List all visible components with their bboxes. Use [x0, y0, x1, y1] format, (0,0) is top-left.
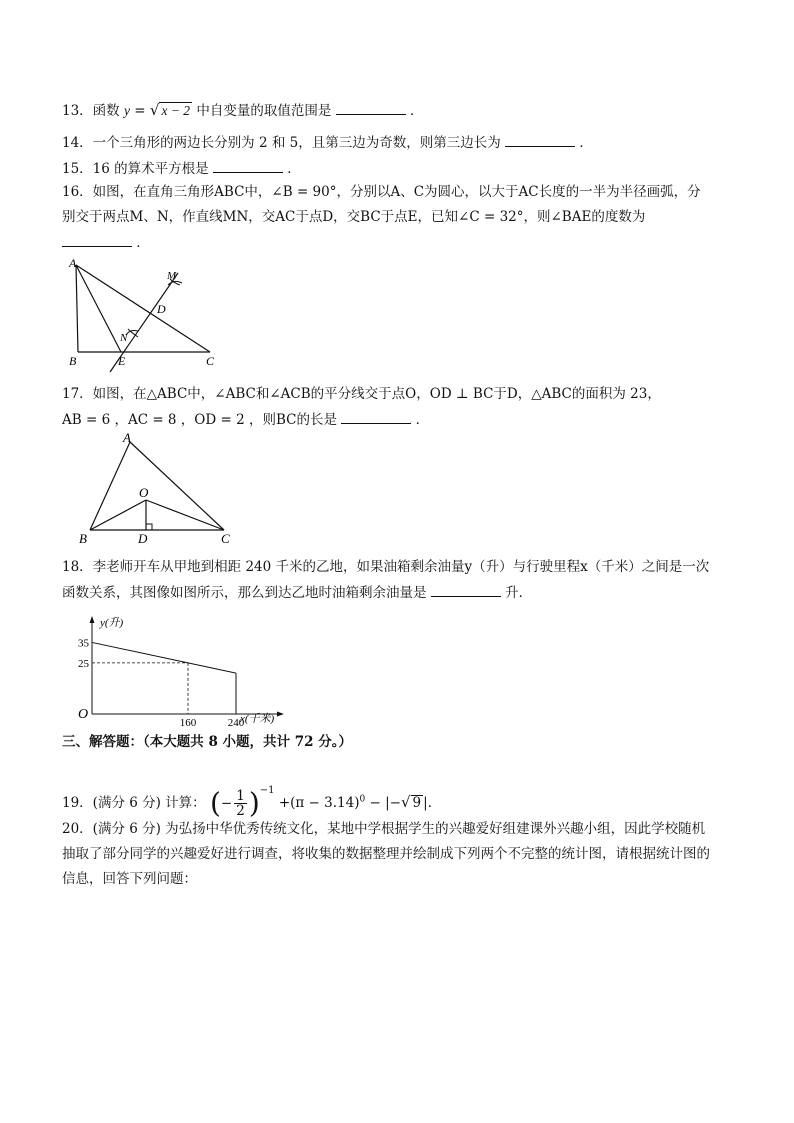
label-b: B — [79, 531, 87, 546]
radical-expression: x − 2 — [161, 103, 191, 118]
figure-q18-chart — [70, 614, 290, 729]
label-o: O — [139, 485, 149, 500]
answer-blank[interactable] — [336, 100, 406, 115]
series-line — [92, 642, 236, 673]
figure-q17 — [76, 430, 246, 548]
answer-blank[interactable] — [213, 158, 283, 173]
question-20-line-2: 抽取了部分同学的兴趣爱好进行调查，将收集的数据整理并绘制成下列两个不完整的统计图，请根据统计图的 — [62, 846, 710, 862]
question-17-line-2: AB = 6 ，AC = 8 ，OD = 2 ，则BC的长是 ． — [62, 409, 429, 430]
label-d: D — [157, 302, 166, 316]
origin-label: O — [78, 707, 89, 722]
question-17-line-1: 17．如图，在△ABC中，∠ABC和∠ACB的平分线交于点O，OD ⊥ BC于D，△ABC的面积为 23， — [62, 386, 661, 402]
x-tick-label: 160 — [179, 717, 197, 729]
question-16-line-3: ． — [62, 232, 150, 253]
question-18-line-2: 函数关系，其图像如图所示，那么到达乙地时油箱剩余油量是 升． — [62, 582, 532, 603]
answer-blank[interactable] — [62, 232, 132, 247]
question-15: 15．16 的算术平方根是 ． — [62, 158, 301, 179]
question-20-line-1: 20．(满分 6 分) 为弘扬中华优秀传统文化，某地中学根据学生的兴趣爱好组建课外兴趣小组，因此学校随机 — [62, 821, 706, 837]
label-a: A — [69, 256, 77, 270]
question-13: 13．函数 y = √ x − 2 中自变量的取值范围是 ． — [62, 101, 424, 119]
frac-numerator: 1 — [236, 788, 245, 804]
answer-blank[interactable] — [431, 582, 501, 597]
section-3-heading: 三、解答题：（本大题共 8 小题，共计 72 分。） — [62, 734, 352, 750]
label-d: D — [138, 531, 148, 546]
label-c: C — [221, 531, 230, 546]
question-16-line-2: 别交于两点M、N，作直线MN，交AC于点D，交BC于点E，已知∠C = 32°，则∠BAE的度数为 — [62, 209, 646, 225]
label-b: B — [69, 354, 77, 368]
question-18-line-1: 18．李老师开车从甲地到相距 240 千米的乙地，如果油箱剩余油量y（升）与行驶里程x（千米）之间是一次 — [62, 559, 710, 575]
question-19: 19．(满分 6 分) 计算： (− $\frac{1}{2}$ )$^{-1} +(\pi - 3.14)^0$ − |−√ 9 |． — [62, 785, 442, 820]
y-tick-label: 25 — [78, 657, 89, 670]
label-c: C — [206, 354, 215, 368]
x-tick-label: 240 — [227, 717, 245, 729]
label-a: A — [123, 430, 131, 445]
y-tick-label: 35 — [78, 637, 89, 650]
frac-denominator: 2 — [236, 803, 245, 819]
question-16-line-1: 16．如图，在直角三角形ABC中，∠B = 90°，分别以A、C为圆心，以大于AC长度的一半为半径画弧，分 — [62, 184, 701, 200]
answer-blank[interactable] — [341, 409, 411, 424]
answer-blank[interactable] — [505, 132, 575, 147]
figure-q16 — [60, 255, 240, 375]
y-axis-label: y(升) — [100, 617, 124, 629]
question-14: 14．一个三角形的两边长分别为 2 和 5，且第三边为奇数，则第三边长为 ． — [62, 132, 593, 153]
label-m: M — [167, 270, 177, 282]
label-n: N — [120, 332, 128, 344]
label-e: E — [118, 354, 126, 368]
question-20-line-3: 信息，回答下列问题： — [62, 871, 197, 887]
x-axis-label: x(千米) — [240, 713, 275, 725]
